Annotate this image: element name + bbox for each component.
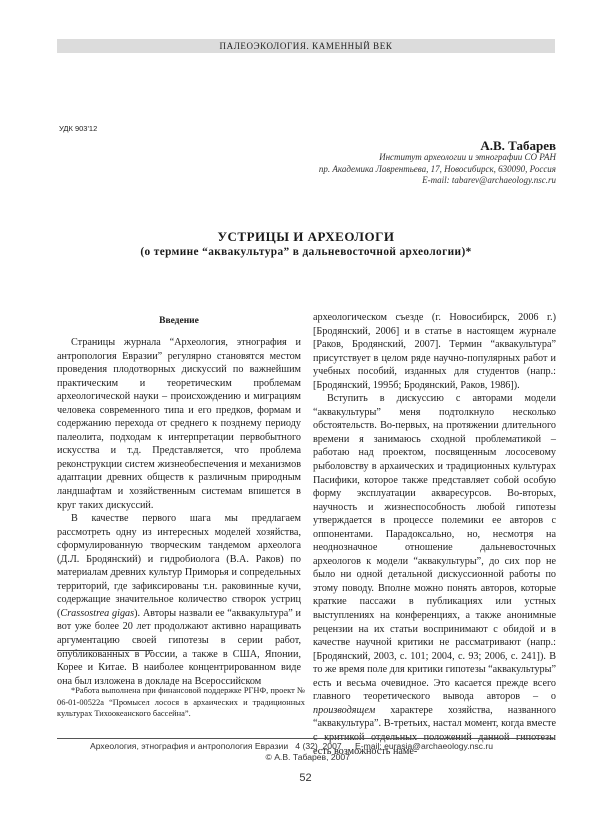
- paragraph: Вступить в дискуссию с авторами модели “аквакультуры” меня подтолкнуло несколько обстоятельств. Во-первых, на протяжении длительного времени я занимаюсь сходной проблематикой – работаю над проектом, посвященным лососевому рыболовству в архаических и традиционных культурах Пасифики, которое также представляет собой особую форму эксплуатации акваресурсов. Во-вторых, научность и жизнеспособность любой гипотезы утверждается в процессе полемики ее авторов с оппонентами. Парадоксально, но, несмотря на неоднозначное отношение дальневосточных археологов к модели “аквакультуры”, до сих пор не было ни одной детальной дискуссионной работы по этому поводу. Вполне можно понять авторов, которые краткие пассажи в публикациях или устных выступлениях на конференциях, а также анонимные рецензии на их статьи воспринимают с обидой и в качестве научной критики не рассматривают (напр.: [Бродянский, 2003, с. 101; 2004, с. 93; 2006, с. 241]). В то же время поле для критики гипотезы “аквакультуры” есть и весьма очевидное. Это касается прежде всего главного теоретического вывода авторов – о производящем характере хозяйства, названного “аквакультура”. В-третьих, настал момент, когда вместе с критикой отдельных положений данной гипотезы есть возможность наме-: [313, 393, 556, 757]
- running-header: [57, 39, 555, 53]
- left-column: [57, 336, 301, 688]
- author-name: А.В. Табарев: [480, 138, 556, 153]
- address: пр. Академика Лаврентьева, 17, Новосибирск, 630090, Россия: [318, 163, 556, 174]
- page-number: 52: [299, 772, 312, 784]
- udk-code: УДК 903'12: [59, 124, 98, 133]
- section-title: ПАЛЕОЭКОЛОГИЯ. КАМЕННЫЙ ВЕК: [219, 41, 393, 51]
- paragraph: археологическом съезде (г. Новосибирск, 2006 г.) [Бродянский, 2006] и в статье в настоящем журнале [Раков, Бродянский, 2007]. Термин “аквакультура” присутствует в целом ряде научно-популярных работ и учебных пособий, изданных для студентов (напр.: [Бродянский, 1995б; Бродянский, Раков, 1986]).: [313, 312, 556, 391]
- paragraph: Страницы журнала “Археология, этнография и антропология Евразии” регулярно становятся местом проведения плодотворных дискуссий по важнейшим практическим и теоретическим проблемам археологической науки – происхождению и миграциям человека современного типа и его предков, формам и содержанию перехода от среднего к позднему периоду палеолита, подходам к интерпретации первобытного искусства и т.д. Представляется, что проблема реконструкции систем жизнеобеспечения и механизмов адаптации древних обществ к различным природным ландшафтам и хозяйственным системам впишется в круг таких дискуссий.: [57, 337, 301, 511]
- footer-divider: [57, 738, 555, 739]
- institute: Институт археологии и этнографии СО РАН: [379, 152, 556, 162]
- article-title: УСТРИЦЫ И АРХЕОЛОГИ: [217, 229, 395, 244]
- species-name: Crassostrea gigas: [60, 607, 135, 619]
- footnote-divider: [57, 650, 153, 651]
- right-column: [313, 311, 556, 758]
- copyright: © А.В. Табарев, 2007: [265, 752, 350, 762]
- journal-citation: Археология, этнография и антропология Евразии 4 (32) 2007: [90, 741, 342, 751]
- article-subtitle: (о термине “аквакультура” в дальневосточной археологии)*: [140, 246, 472, 258]
- author-affiliation: [196, 152, 556, 187]
- paragraph: В качестве первого шага мы предлагаем рассмотреть одну из интересных моделей хозяйства, сформулированную творческим тандемом археолога (Д.Л. Бродянский) и гидробиолога (В.А. Раков) по материалам древних культур Приморья и сопредельных территорий, где зафиксированы т.н. раковинные кучи, содержащие значительное количество створок устриц (Crassostrea gigas). Авторы назвали ее “аквакультура” и вот уже более 20 лет продолжают активно наращивать аргументацию своей гипотезы в серии работ, опубликованных в России, а также в США, Японии, Корее и Китае. В наиболее концентрированном виде она был изложена в докладе на Всероссийском: [57, 513, 301, 687]
- journal-email[interactable]: E-mail: eurasia@archaeology.nsc.ru: [355, 741, 494, 751]
- section-heading: Введение: [159, 316, 199, 326]
- footnote: *Работа выполнена при финансовой поддержке РГНФ, проект № 06-01-00522а “Промысел лосося в архаических и традиционных культурах Тихоокеанского бассейна”.: [57, 686, 305, 718]
- author-email[interactable]: E-mail: tabarev@archaeology.nsc.ru: [422, 175, 556, 185]
- emphasis: производящем: [313, 704, 376, 716]
